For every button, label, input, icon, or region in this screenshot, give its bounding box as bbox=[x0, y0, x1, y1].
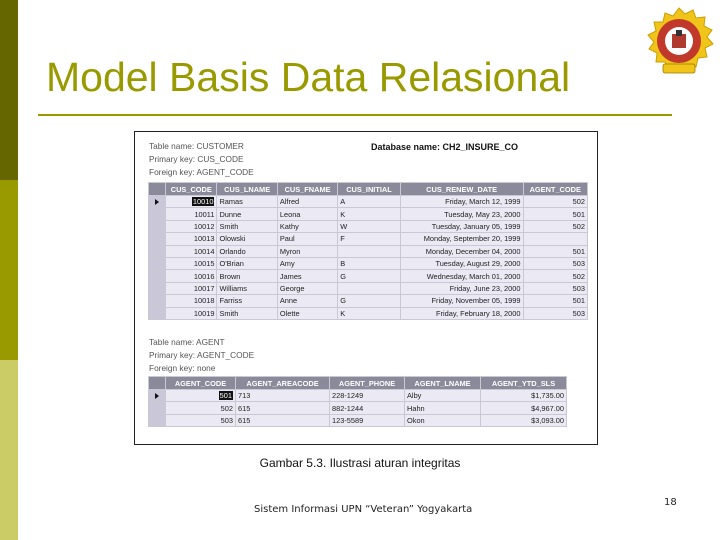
table-cell[interactable]: Ramas bbox=[217, 196, 277, 208]
title-underline bbox=[38, 114, 672, 116]
table-row[interactable] bbox=[149, 282, 588, 294]
database-name: Database name: CH2_INSURE_CO bbox=[371, 142, 519, 152]
table-cell[interactable]: 503 bbox=[523, 257, 587, 269]
table-cell[interactable]: 10018 bbox=[166, 295, 217, 307]
table-cell[interactable]: Alfred bbox=[277, 196, 337, 208]
table-cell[interactable]: 501 bbox=[523, 245, 587, 257]
column-header[interactable]: AGENT_LNAME bbox=[405, 377, 481, 390]
table-cell[interactable]: Friday, March 12, 1999 bbox=[400, 196, 523, 208]
column-header[interactable]: AGENT_YTD_SLS bbox=[481, 377, 567, 390]
table-cell[interactable]: 228-1249 bbox=[330, 390, 405, 402]
table-cell[interactable]: 10017 bbox=[166, 282, 217, 294]
current-row-arrow-icon bbox=[155, 393, 159, 399]
table-cell[interactable]: G bbox=[338, 295, 400, 307]
table-cell[interactable]: 10012 bbox=[166, 220, 217, 232]
table-cell[interactable]: 10014 bbox=[166, 245, 217, 257]
column-header[interactable]: AGENT_AREACODE bbox=[236, 377, 330, 390]
row-selector[interactable] bbox=[149, 282, 166, 294]
row-selector[interactable] bbox=[149, 414, 166, 426]
table-cell[interactable]: 10016 bbox=[166, 270, 217, 282]
table-cell[interactable]: 503 bbox=[523, 282, 587, 294]
table-row[interactable] bbox=[149, 257, 588, 269]
table-row[interactable] bbox=[149, 245, 588, 257]
table-cell[interactable]: Olowski bbox=[217, 233, 277, 245]
column-header[interactable]: AGENT_CODE bbox=[166, 377, 236, 390]
table-cell[interactable]: 502 bbox=[523, 220, 587, 232]
table-cell[interactable]: O'Brian bbox=[217, 257, 277, 269]
customer-table bbox=[148, 182, 588, 320]
table-row[interactable] bbox=[149, 220, 588, 232]
table-cell[interactable]: Friday, November 05, 1999 bbox=[400, 295, 523, 307]
table-cell[interactable]: A bbox=[338, 196, 400, 208]
agent-table bbox=[148, 376, 567, 427]
selected-cell-value: 10010 bbox=[192, 197, 214, 207]
table-cell[interactable]: Myron bbox=[277, 245, 337, 257]
customer-header-row bbox=[149, 183, 588, 196]
table-cell[interactable]: 10019 bbox=[166, 307, 217, 319]
figure-screenshot bbox=[134, 131, 598, 445]
table-cell[interactable]: K bbox=[338, 208, 400, 220]
table-cell[interactable]: K bbox=[338, 307, 400, 319]
figure-caption: Gambar 5.3. Ilustrasi aturan integritas bbox=[259, 456, 461, 470]
table-cell[interactable]: Hahn bbox=[405, 402, 481, 414]
table-cell[interactable]: Anne bbox=[277, 295, 337, 307]
table-cell[interactable] bbox=[166, 390, 236, 402]
column-header[interactable]: CUS_INITIAL bbox=[338, 183, 400, 196]
current-row-arrow-icon bbox=[155, 199, 159, 205]
table-cell[interactable]: 615 bbox=[236, 414, 330, 426]
sidebar-stripe-mid bbox=[0, 180, 18, 360]
table-row[interactable] bbox=[149, 233, 588, 245]
table-cell[interactable]: Orlando bbox=[217, 245, 277, 257]
footer-text: Sistem Informasi UPN “Veteran” Yogyakarta bbox=[254, 504, 473, 515]
row-selector[interactable] bbox=[149, 402, 166, 414]
university-emblem-icon bbox=[641, 6, 717, 78]
table-cell[interactable] bbox=[523, 233, 587, 245]
table-cell[interactable]: Friday, February 18, 2000 bbox=[400, 307, 523, 319]
row-selector[interactable] bbox=[149, 307, 166, 319]
agent-header-row bbox=[149, 377, 567, 390]
table-cell[interactable]: 502 bbox=[523, 270, 587, 282]
row-selector[interactable] bbox=[149, 270, 166, 282]
table-cell[interactable]: James bbox=[277, 270, 337, 282]
table-cell[interactable]: 10013 bbox=[166, 233, 217, 245]
table-cell[interactable]: 882-1244 bbox=[330, 402, 405, 414]
table-cell[interactable]: Farriss bbox=[217, 295, 277, 307]
row-selector[interactable] bbox=[149, 257, 166, 269]
table-cell[interactable]: Tuesday, May 23, 2000 bbox=[400, 208, 523, 220]
table-cell[interactable]: Dunne bbox=[217, 208, 277, 220]
column-header[interactable]: CUS_RENEW_DATE bbox=[400, 183, 523, 196]
table-cell[interactable]: 503 bbox=[523, 307, 587, 319]
table-cell[interactable]: Smith bbox=[217, 220, 277, 232]
row-selector[interactable] bbox=[149, 220, 166, 232]
table-cell[interactable]: B bbox=[338, 257, 400, 269]
table-cell[interactable]: 501 bbox=[523, 208, 587, 220]
agent-primary-key: Primary key: AGENT_CODE bbox=[149, 350, 255, 360]
table-row[interactable] bbox=[149, 414, 567, 426]
table-cell[interactable]: $3,093.00 bbox=[481, 414, 567, 426]
customer-primary-key: Primary key: CUS_CODE bbox=[149, 154, 244, 164]
table-cell[interactable]: $4,967.00 bbox=[481, 402, 567, 414]
table-cell[interactable]: Williams bbox=[217, 282, 277, 294]
table-row[interactable] bbox=[149, 402, 567, 414]
table-cell[interactable]: Kathy bbox=[277, 220, 337, 232]
table-cell[interactable] bbox=[166, 196, 217, 208]
row-selector[interactable] bbox=[149, 295, 166, 307]
table-cell[interactable]: Okon bbox=[405, 414, 481, 426]
row-selector[interactable] bbox=[149, 390, 166, 402]
column-header[interactable]: AGENT_CODE bbox=[523, 183, 587, 196]
table-cell[interactable] bbox=[338, 282, 400, 294]
customer-foreign-key: Foreign key: AGENT_CODE bbox=[149, 167, 254, 177]
column-header[interactable]: AGENT_PHONE bbox=[330, 377, 405, 390]
table-cell[interactable]: Alby bbox=[405, 390, 481, 402]
table-cell[interactable]: Tuesday, January 05, 1999 bbox=[400, 220, 523, 232]
table-cell[interactable]: George bbox=[277, 282, 337, 294]
table-cell[interactable]: W bbox=[338, 220, 400, 232]
selected-cell-value: 501 bbox=[219, 391, 232, 401]
table-cell[interactable]: 713 bbox=[236, 390, 330, 402]
table-cell[interactable]: Smith bbox=[217, 307, 277, 319]
table-row[interactable] bbox=[149, 390, 567, 402]
table-row[interactable] bbox=[149, 196, 588, 208]
row-selector[interactable] bbox=[149, 196, 166, 208]
customer-table-name: Table name: CUSTOMER bbox=[149, 141, 244, 151]
table-cell[interactable] bbox=[338, 245, 400, 257]
table-cell[interactable]: 10011 bbox=[166, 208, 217, 220]
table-cell[interactable]: 502 bbox=[166, 402, 236, 414]
table-cell[interactable]: 123-5589 bbox=[330, 414, 405, 426]
row-selector[interactable] bbox=[149, 245, 166, 257]
page-number: 18 bbox=[664, 497, 677, 508]
sidebar-stripe-dark bbox=[0, 0, 18, 180]
table-cell[interactable]: Friday, June 23, 2000 bbox=[400, 282, 523, 294]
table-cell[interactable]: Leona bbox=[277, 208, 337, 220]
row-selector[interactable] bbox=[149, 208, 166, 220]
table-cell[interactable]: Olette bbox=[277, 307, 337, 319]
table-row[interactable] bbox=[149, 295, 588, 307]
table-cell[interactable]: Wednesday, March 01, 2000 bbox=[400, 270, 523, 282]
table-cell[interactable]: Paul bbox=[277, 233, 337, 245]
sidebar-stripe-light bbox=[0, 360, 18, 540]
table-cell[interactable]: 502 bbox=[523, 196, 587, 208]
agent-table-name: Table name: AGENT bbox=[149, 337, 225, 347]
table-row[interactable] bbox=[149, 208, 588, 220]
column-header[interactable]: CUS_FNAME bbox=[277, 183, 337, 196]
row-selector-header bbox=[149, 377, 166, 390]
table-cell[interactable]: $1,735.00 bbox=[481, 390, 567, 402]
agent-foreign-key: Foreign key: none bbox=[149, 363, 216, 373]
table-row[interactable] bbox=[149, 307, 588, 319]
column-header[interactable]: CUS_CODE bbox=[166, 183, 217, 196]
row-selector[interactable] bbox=[149, 233, 166, 245]
table-cell[interactable]: 503 bbox=[166, 414, 236, 426]
column-header[interactable]: CUS_LNAME bbox=[217, 183, 277, 196]
table-cell[interactable]: F bbox=[338, 233, 400, 245]
slide-title: Model Basis Data Relasional bbox=[46, 54, 571, 100]
table-cell[interactable]: Monday, September 20, 1999 bbox=[400, 233, 523, 245]
table-cell[interactable]: Tuesday, August 29, 2000 bbox=[400, 257, 523, 269]
row-selector-header bbox=[149, 183, 166, 196]
table-cell[interactable]: Amy bbox=[277, 257, 337, 269]
table-cell[interactable]: 501 bbox=[523, 295, 587, 307]
table-cell[interactable]: 10015 bbox=[166, 257, 217, 269]
table-row[interactable] bbox=[149, 270, 588, 282]
table-cell[interactable]: G bbox=[338, 270, 400, 282]
table-cell[interactable]: 615 bbox=[236, 402, 330, 414]
table-cell[interactable]: Brown bbox=[217, 270, 277, 282]
table-cell[interactable]: Monday, December 04, 2000 bbox=[400, 245, 523, 257]
